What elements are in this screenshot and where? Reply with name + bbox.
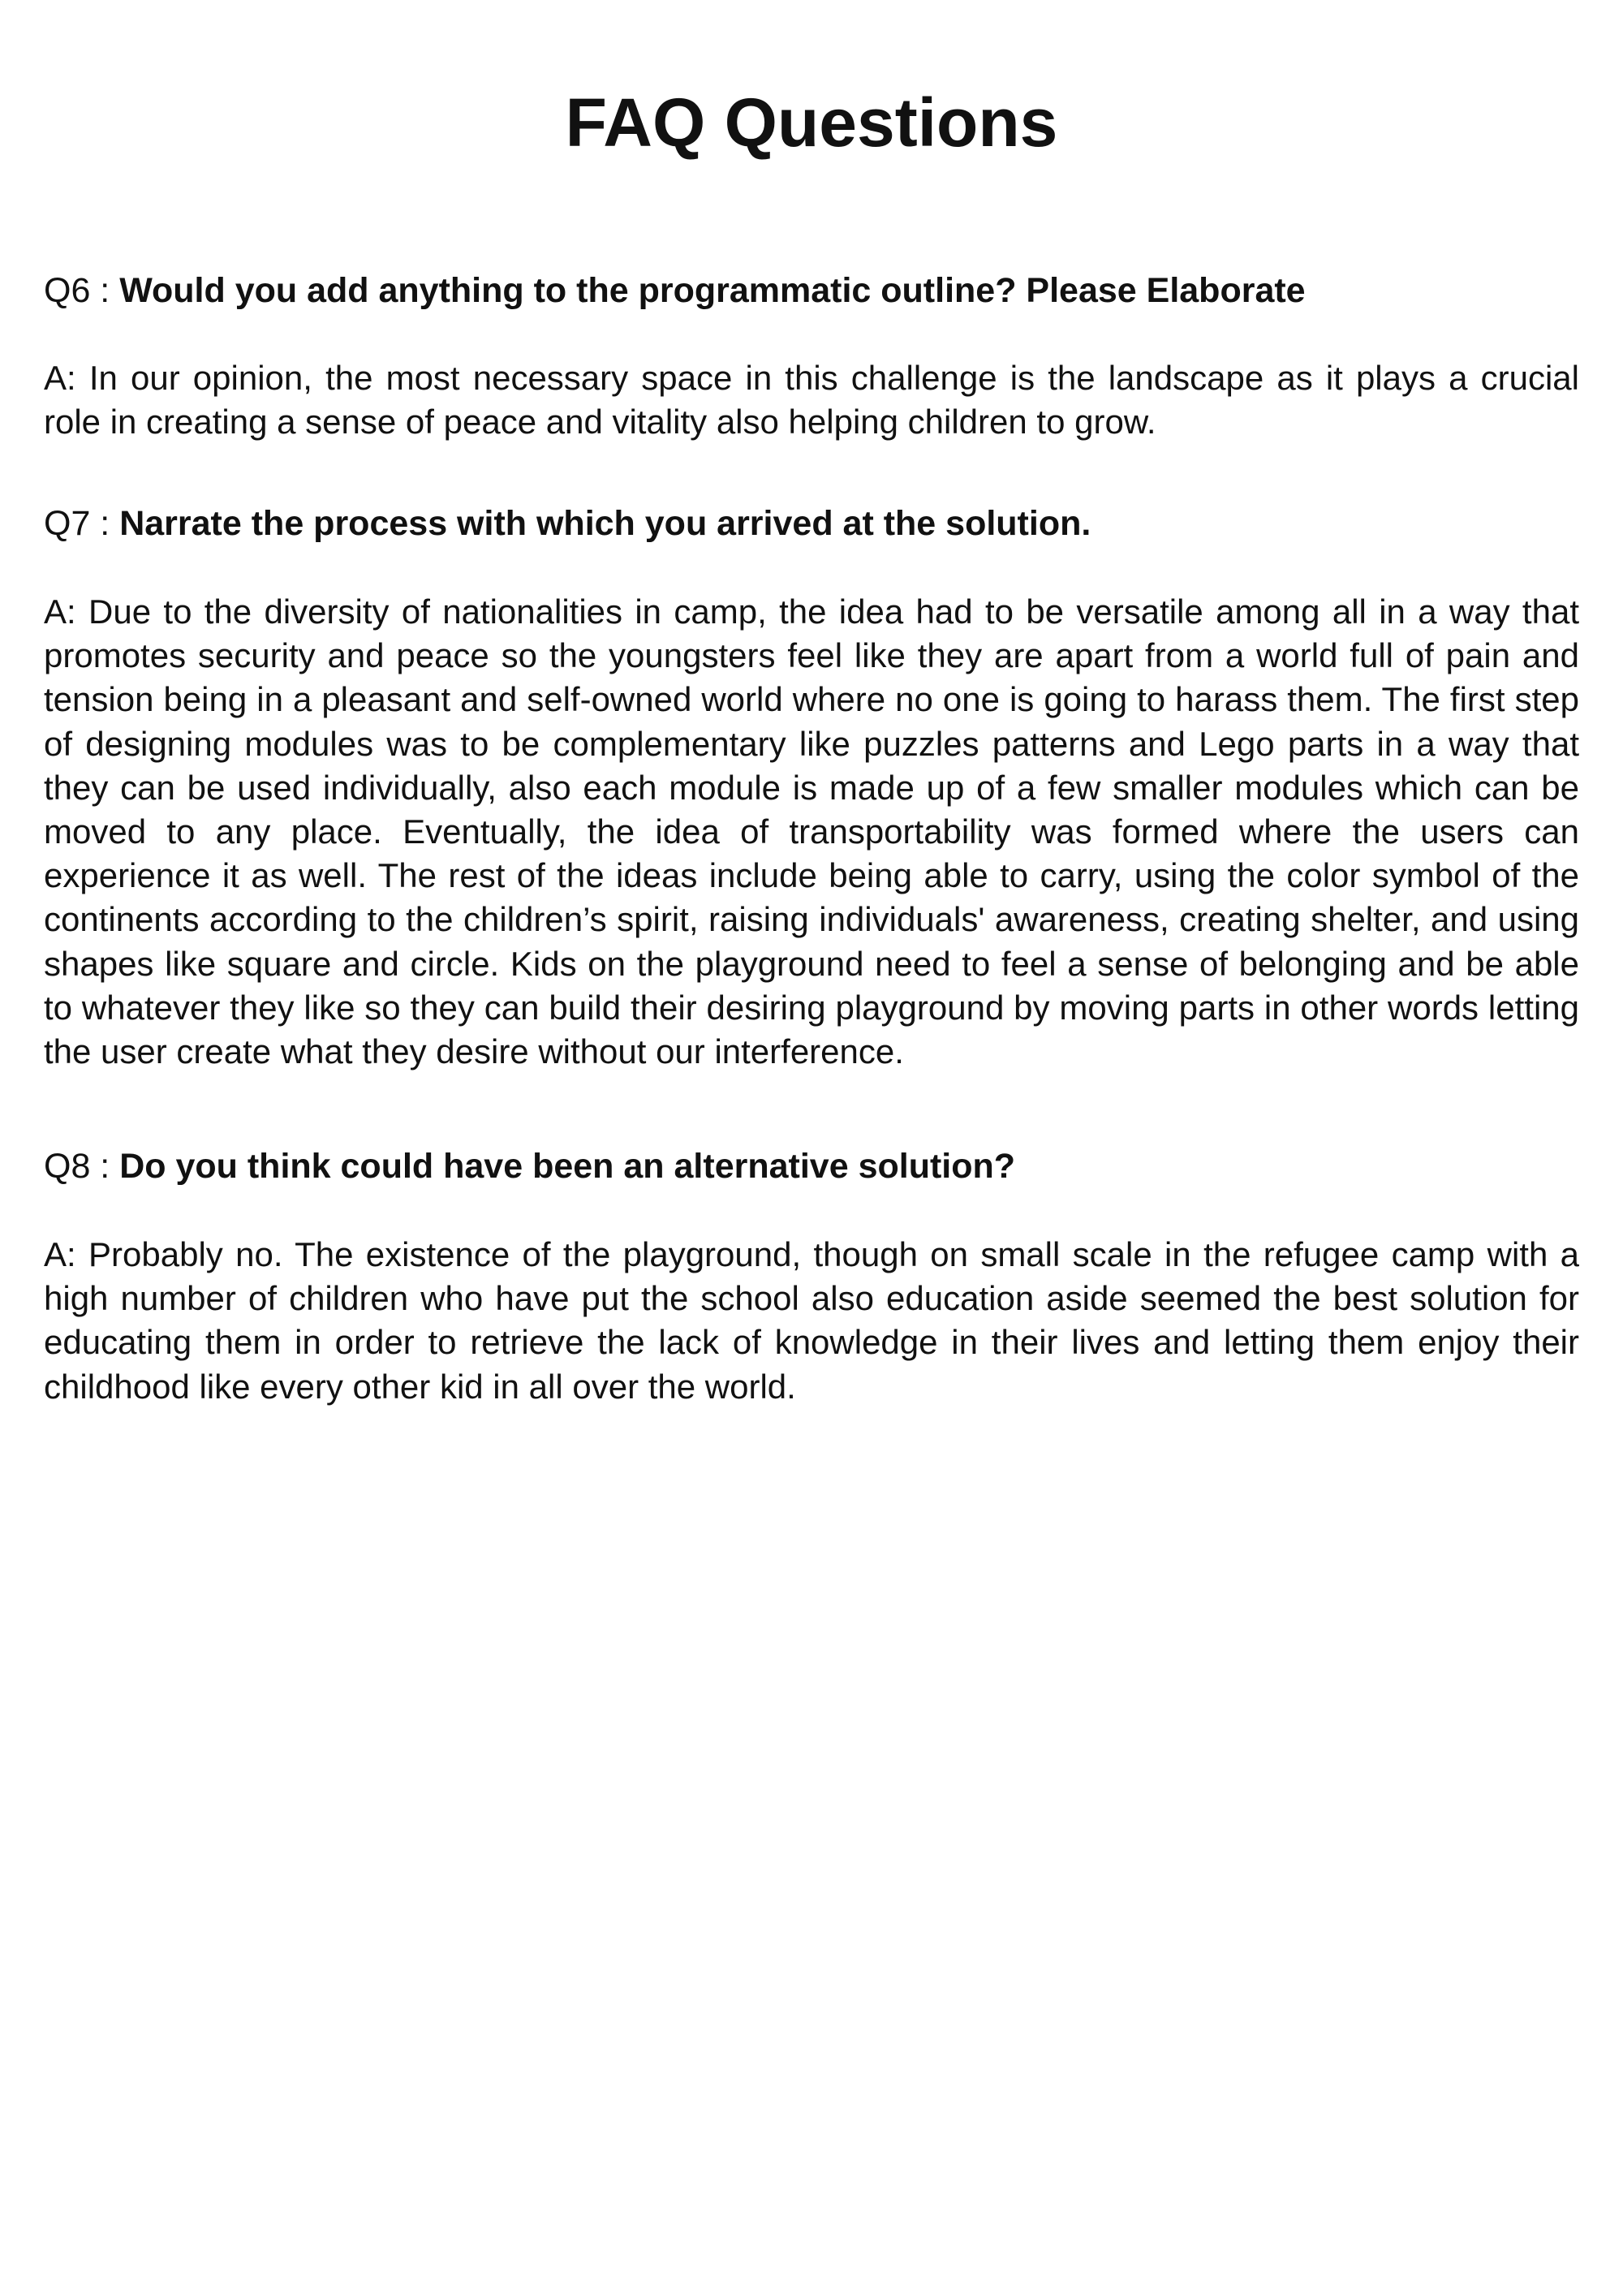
page-title: FAQ Questions: [565, 84, 1058, 161]
question-text: Do you think could have been an alternative solution?: [119, 1147, 1016, 1186]
question-heading: [44, 269, 1579, 312]
question-heading: [44, 502, 1579, 545]
faq-item-q6: [44, 269, 1579, 444]
question-number: Q8 :: [44, 1147, 120, 1186]
question-text: Would you add anything to the programmatic outline? Please Elaborate: [119, 271, 1306, 310]
answer-text: A: Due to the diversity of nationalities in camp, the idea had to be versatile among all in a way that promotes security and peace so the youngsters feel like they are apart from a world full of pain and tension being in a pleasant and self-owned world where no one is going to harass them. The first step of designing modules was to be complementary like puzzles patterns and Lego parts in a way that they can be used individually, also each module is made up of a few smaller modules which can be moved to any place. Eventually, the idea of transportability was formed where the users can experience it as well. The rest of the ideas include being able to carry, using the color symbol of the continents according to the children’s spirit, raising individuals' awareness, creating shelter, and using shapes like square and circle. Kids on the playground need to feel a sense of belonging and be able to whatever they like so they can build their desiring playground by moving parts in other words letting the user create what they desire without our interference.: [44, 592, 1579, 1071]
faq-item-q7: [44, 502, 1579, 1074]
question-number: Q6 :: [44, 271, 120, 310]
question-heading: [44, 1144, 1579, 1188]
question-number: Q7 :: [44, 504, 120, 543]
question-text: Narrate the process with which you arrived at the solution.: [119, 504, 1091, 543]
answer-text: A: Probably no. The existence of the playground, though on small scale in the refugee camp with a high number of children who have put the school also education aside seemed the best solution for educating them in order to retrieve the lack of knowledge in their lives and letting them enjoy their childhood like every other kid in all over the world.: [44, 1235, 1579, 1406]
answer-text: A: In our opinion, the most necessary space in this challenge is the landscape as it plays a crucial role in creating a sense of peace and vitality also helping children to grow.: [44, 359, 1579, 442]
faq-item-q8: [44, 1144, 1579, 1409]
